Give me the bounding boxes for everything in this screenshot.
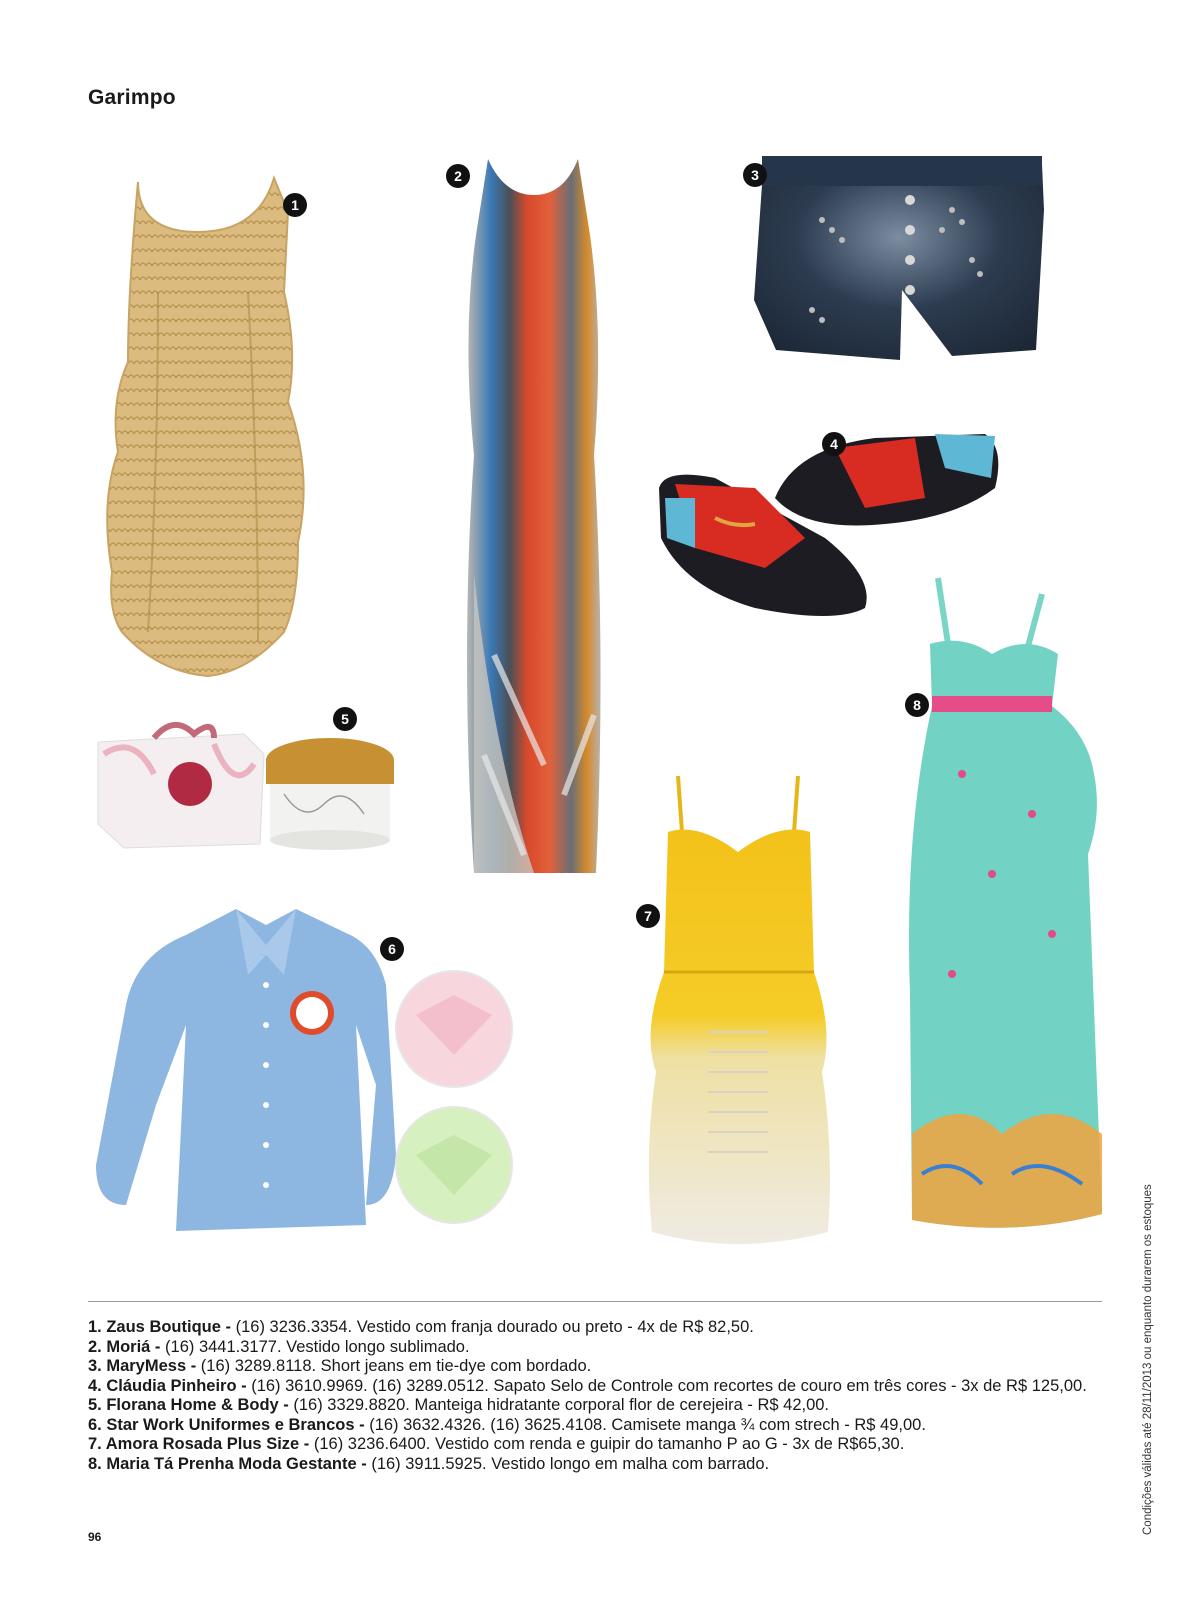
item-number-4: 4 <box>822 432 846 456</box>
product-5-body-butter <box>94 714 394 850</box>
button-shirt-icon <box>96 905 516 1235</box>
credit-line: 4. Cláudia Pinheiro - (16) 3610.9969. (16) 3289.0512. Sapato Selo de Controle com recortes de couro em três cores - 3x de R$ 125,00. <box>88 1376 1087 1395</box>
credit-line: 5. Florana Home & Body - (16) 3329.8820. Manteiga hidratante corporal flor de cerejeira - R$ 42,00. <box>88 1396 830 1414</box>
credit-line: 7. Amora Rosada Plus Size - (16) 3236.6400. Vestido com renda e guipir do tamanho P ao G - 3x de R$65,30. <box>88 1435 905 1453</box>
credit-line: 6. Star Work Uniformes e Brancos - (16) 3632.4326. (16) 3625.4108. Camisete manga ¾ com strech - R$ 49,00. <box>88 1415 926 1434</box>
credit-line: 2. Moriá - (16) 3441.3177. Vestido longo sublimado. <box>88 1337 470 1356</box>
credit-line: 8. Maria Tá Prenha Moda Gestante - (16) 3911.5925. Vestido longo em malha com barrado. <box>88 1454 770 1473</box>
product-3-shorts <box>752 150 1050 366</box>
item-number-6: 6 <box>380 937 404 961</box>
product-7-lace-dress <box>638 772 838 1256</box>
item-number-7: 7 <box>636 904 660 928</box>
divider-rule <box>88 1301 1102 1302</box>
item-number-8: 8 <box>905 693 929 717</box>
credit-line: 1. Zaus Boutique - (16) 3236.3354. Vestido com franja dourado ou preto - 4x de R$ 82,50. <box>88 1318 754 1336</box>
lace-dress-icon <box>638 772 838 1256</box>
product-1-fringe-dress <box>98 172 308 680</box>
tie-dye-shorts-icon <box>752 150 1050 366</box>
credit-line: 3. MaryMess - (16) 3289.8118. Short jeans em tie-dye com bordado. <box>88 1357 592 1375</box>
validity-note-text: Condições válidas até 28/11/2013 ou enquanto durarem os estoques <box>1142 1184 1154 1535</box>
item-number-2: 2 <box>446 164 470 188</box>
item-number-3: 3 <box>743 163 767 187</box>
product-6-shirt <box>96 905 516 1235</box>
item-number-1: 1 <box>283 193 307 217</box>
maternity-dress-icon <box>902 574 1108 1238</box>
item-number-5: 5 <box>333 707 357 731</box>
fringe-dress-icon <box>98 172 308 680</box>
section-title: Garimpo <box>88 86 176 109</box>
page-number: 96 <box>88 1530 102 1544</box>
long-printed-dress-icon <box>454 155 614 877</box>
body-butter-jar-icon <box>94 714 394 850</box>
product-2-long-dress <box>454 155 614 877</box>
product-8-maternity-dress <box>902 574 1108 1238</box>
credits-list <box>88 1318 1148 1474</box>
validity-note <box>1136 1090 1160 1610</box>
